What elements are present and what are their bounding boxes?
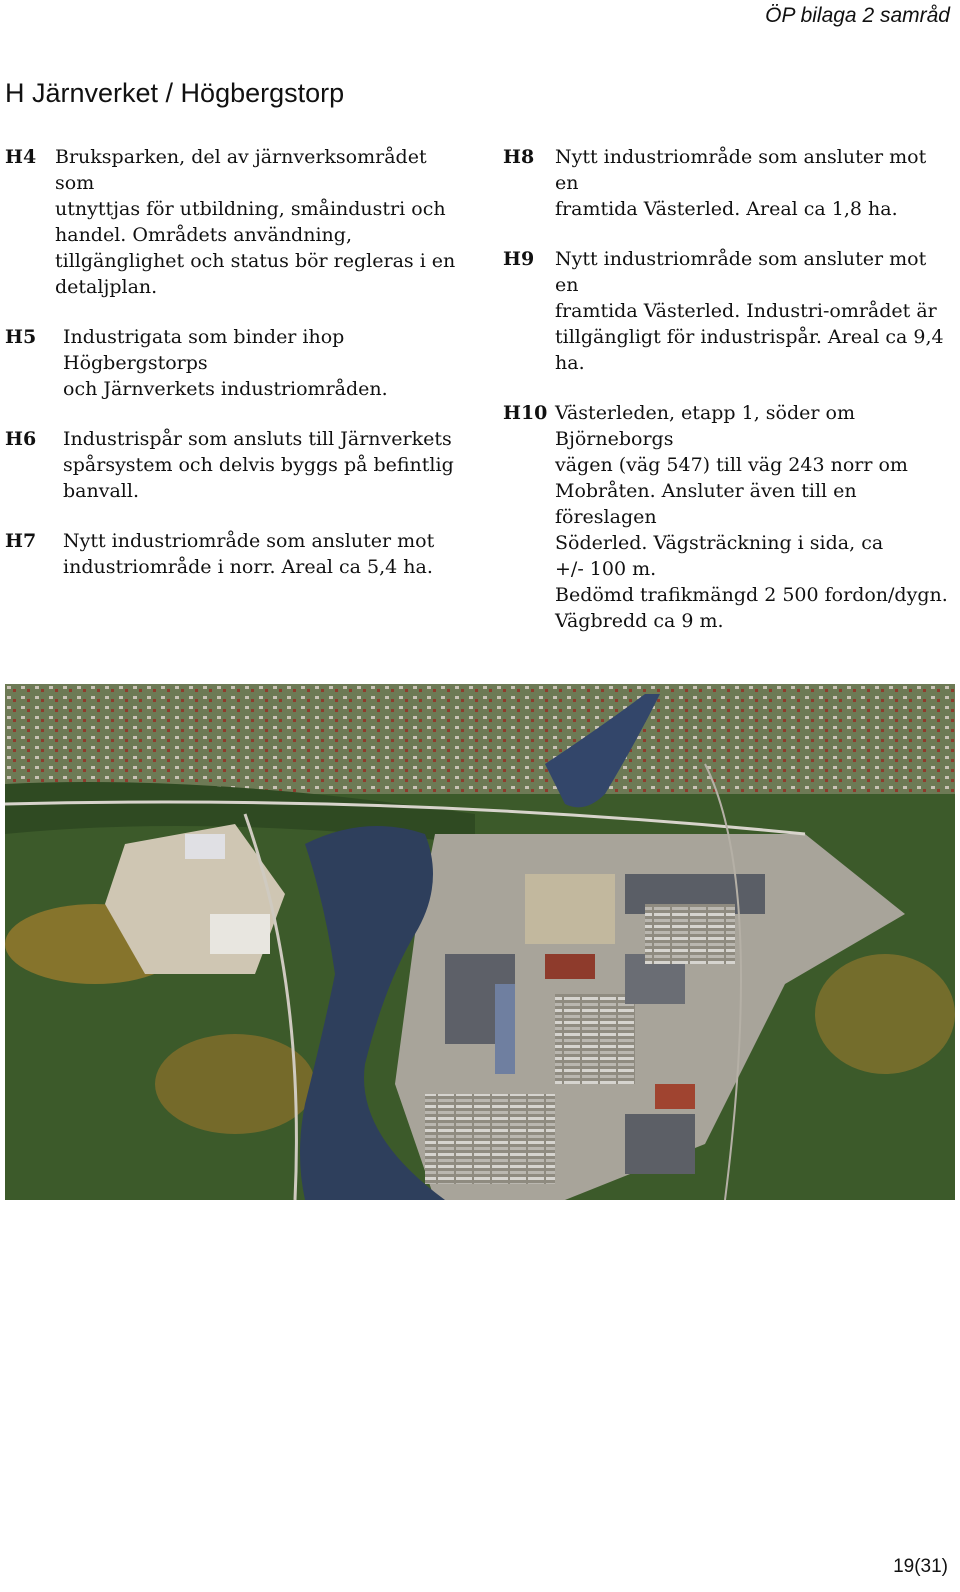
parking-lot (645, 904, 735, 964)
item-code: H8 (503, 146, 535, 168)
list-item (5, 144, 465, 300)
red-building (545, 954, 595, 979)
item-text: Västerleden, etapp 1, söder om Björneborgs vägen (väg 547) till väg 243 norr om Mobråten. Ansluter även till en föreslagen Söderled. Vägsträckning i sida, ca +/- 100 m. Bedömd trafikmängd 2 500 fordon/dygn. Vägbredd ca 9 m. (555, 402, 948, 632)
list-item (5, 528, 465, 580)
factory-hall (625, 1114, 695, 1174)
list-item (5, 426, 465, 504)
item-text: Industrispår som ansluts till Järnverkets spårsystem och delvis byggs på befintlig banvall. (63, 428, 454, 502)
item-code: H6 (5, 428, 37, 450)
item-code: H5 (5, 326, 37, 348)
quarry-building (210, 914, 270, 954)
document-header-label: ÖP bilaga 2 samråd (765, 4, 950, 27)
item-text: Bruksparken, del av järnverksområdet som utnyttjas för utbildning, småindustri och handel. Områdets användning, tillgänglighet och status bör regleras i en detaljplan. (55, 146, 456, 298)
page-title: H Järnverket / Högbergstorp (5, 78, 345, 108)
list-item (503, 144, 953, 222)
open-ground (525, 874, 615, 944)
page-number: 19(31) (893, 1556, 948, 1577)
factory-hall (495, 984, 515, 1074)
item-text: Nytt industriområde som ansluter mot en framtida Västerled. Areal ca 1,8 ha. (555, 146, 927, 220)
item-text: Industrigata som binder ihop Högbergstorps och Järnverkets industriområden. (63, 326, 388, 400)
factory-hall (555, 994, 635, 1084)
left-column (5, 144, 465, 604)
item-code: H4 (5, 146, 37, 168)
item-code: H7 (5, 530, 37, 552)
list-item (503, 400, 953, 634)
red-building (655, 1084, 695, 1109)
list-item (5, 324, 465, 402)
item-text: Nytt industriområde som ansluter mot industriområde i norr. Areal ca 5,4 ha. (63, 530, 435, 578)
aerial-photo (5, 684, 955, 1200)
quarry-building (185, 834, 225, 859)
parking-lot (425, 1094, 555, 1184)
autumn-trees (155, 1034, 315, 1134)
item-code: H10 (503, 402, 548, 424)
item-code: H9 (503, 248, 535, 270)
list-item (503, 246, 953, 376)
town-area (5, 684, 955, 794)
item-text: Nytt industriområde som ansluter mot en framtida Västerled. Industri-området är tillgängligt för industrispår. Areal ca 9,4 ha. (555, 248, 944, 374)
right-column (503, 144, 953, 658)
autumn-trees (815, 954, 955, 1074)
